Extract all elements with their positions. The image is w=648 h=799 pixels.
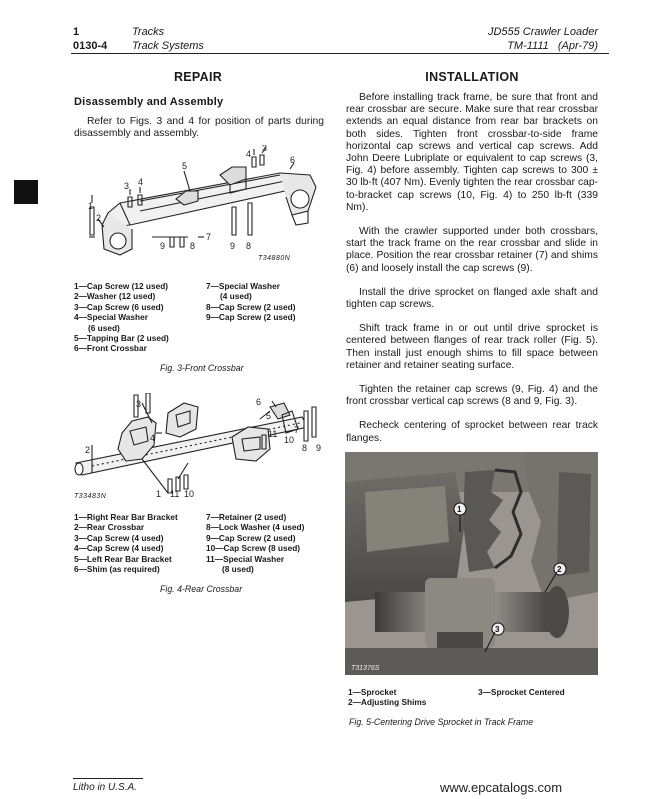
header-machine: JD555 Crawler Loader: [487, 26, 598, 38]
fig4-callout-9: 9: [316, 443, 322, 453]
fig4-legend-item: 11—Special Washer: [206, 553, 285, 564]
fig5-legend-item: 2—Adjusting Shims: [348, 697, 427, 708]
fig3-legend-item: (4 used): [220, 291, 252, 302]
fig3-legend-item: 5—Tapping Bar (2 used): [74, 333, 169, 344]
fig5-callout-3: 3: [495, 625, 500, 634]
fig3-caption: Fig. 3-Front Crossbar: [160, 363, 244, 373]
fig4-legend-item: 4—Cap Screw (4 used): [74, 543, 164, 554]
fig3-callout-6: 6: [290, 155, 296, 165]
installation-paragraph: Recheck centering of sprocket between rear track flanges.: [346, 420, 598, 444]
fig3-legend-item: 3—Cap Screw (6 used): [74, 301, 164, 312]
fig4-callout-5: 5: [266, 411, 272, 421]
fig4-legend-item: 7—Retainer (2 used): [206, 512, 287, 522]
fig3-callout-1: 1: [88, 201, 94, 211]
installation-paragraph: Install the drive sprocket on flanged axle shaft and tighten cap screws.: [346, 286, 598, 311]
fig5-sprocket-photo: [345, 452, 598, 675]
fig4-callout-1: 1: [156, 489, 162, 499]
fig3-callout-9b: 9: [230, 241, 236, 251]
installation-paragraph: With the crawler supported under both crossbars, start the track frame on the rear crossbar and slide in place. Position the rear crossbar retainer (7) and shims (6) and loosely install the cap screws (9).: [346, 226, 598, 274]
fig3-callout-5: 5: [182, 161, 188, 171]
fig4-legend-item: (8 used): [222, 564, 254, 575]
installation-paragraph: Before installing track frame, be sure that front and rear crossbar are secure. Make sure that rear crossbar extends an equal distance from rear bar brackets on both sides. Tighten front crossbar-to-side frame horizontal cap screws and vertical cap screws. Add John Deere Lubriplate or equivalent to cap screws (3, Fig. 4) before assembly. Tighten cap screws to 300 ± 30 lb-ft (407 Nm). Evenly tighten the rear crossbar cap-to-bracket cap screws (10, Fig. 4) to 250 lb-ft (339 Nm).: [346, 92, 598, 213]
installation-paragraph: Tighten the retainer cap screws (9, Fig. 4) and the front crossbar vertical cap screws (8 and 9, Fig. 3).: [346, 384, 598, 408]
fig4-legend-item: 6—Shim (as required): [74, 564, 160, 575]
repair-intro-text: Refer to Figs. 3 and 4 for position of parts during disassembly and assembly.: [74, 116, 324, 140]
fig4-legend-item: 3—Cap Screw (4 used): [74, 532, 164, 543]
fig5-photo-illustration: [345, 452, 598, 675]
fig3-legend-item: 7—Special Washer: [206, 281, 280, 291]
fig4-callout-10b: 10: [184, 489, 195, 499]
fig4-callout-11b: 11: [170, 489, 180, 499]
fig5-legend-item: 1—Sprocket: [348, 687, 397, 697]
header-manual: [507, 40, 598, 53]
header-manual-date: (Apr-79): [557, 40, 598, 52]
section-tab-marker: [14, 180, 38, 204]
fig4-legend-item: 1—Right Rear Bar Bracket: [74, 512, 178, 522]
fig4-caption: Fig. 4-Rear Crossbar: [160, 584, 243, 594]
fig3-legend-right: [206, 281, 295, 323]
fig5-caption: Fig. 5-Centering Drive Sprocket in Track Frame: [349, 717, 534, 727]
fig3-legend-item: 8—Cap Screw (2 used): [206, 301, 296, 312]
fig4-callout-3: 3: [136, 399, 142, 409]
fig3-front-crossbar-drawing: [80, 145, 320, 265]
fig4-callout-6: 6: [256, 397, 262, 407]
header-manual-number: TM-1111: [507, 40, 549, 52]
fig4-rear-crossbar-drawing: [72, 393, 328, 505]
header-page-id: 0130-4: [73, 40, 108, 52]
fig3-legend-item: (6 used): [88, 322, 120, 333]
fig3-code: T34880N: [258, 255, 291, 262]
footer-litho: Litho in U.S.A.: [73, 782, 137, 793]
fig4-legend-item: 5—Left Rear Bar Bracket: [74, 553, 172, 564]
fig4-callout-2: 2: [85, 445, 91, 455]
fig4-callout-4: 4: [150, 433, 156, 443]
fig4-legend-left: [74, 512, 178, 574]
repair-subtitle: Disassembly and Assembly: [74, 96, 224, 108]
fig4-code: T33483N: [74, 493, 107, 500]
footer-watermark: www.epcatalogs.com: [440, 780, 563, 795]
fig4-callout-7: 7: [294, 425, 300, 435]
fig3-callout-8b: 8: [246, 241, 252, 251]
fig3-callout-3b: 3: [262, 145, 268, 153]
fig5-code: T31376S: [351, 665, 380, 672]
fig3-legend-left: [74, 281, 169, 354]
fig3-legend-item: 6—Front Crossbar: [74, 343, 147, 354]
fig3-callout-9a: 9: [160, 241, 166, 251]
fig4-callout-8: 8: [302, 443, 308, 453]
fig3-legend-item: 2—Washer (12 used): [74, 291, 156, 302]
header-page-group: 1: [73, 26, 80, 38]
footer-rule: [73, 778, 143, 779]
installation-paragraph: Shift track frame in or out until drive sprocket is centered between flanges of rear track roller (Fig. 5). Then install just enough shims to fill space between retainer and retainer seating surface.: [346, 323, 598, 371]
fig4-legend-item: 10—Cap Screw (8 used): [206, 543, 301, 554]
header-section: Tracks: [132, 26, 165, 38]
installation-body: [346, 92, 598, 457]
header-rule: [71, 53, 609, 54]
fig5-callout-1: 1: [457, 505, 462, 514]
fig4-callout-11a: 11: [268, 429, 278, 439]
installation-title: INSTALLATION: [425, 70, 519, 84]
fig5-callout-2: 2: [557, 565, 562, 574]
fig5-legend-left: [348, 687, 426, 708]
fig3-legend-item: 1—Cap Screw (12 used): [74, 281, 169, 291]
fig3-legend-item: 4—Special Washer: [74, 312, 148, 323]
fig3-callout-3a: 3: [124, 181, 130, 191]
fig5-legend-right: [478, 687, 565, 697]
fig4-legend-item: 9—Cap Screw (2 used): [206, 532, 296, 543]
fig4-legend-item: 8—Lock Washer (4 used): [206, 522, 305, 533]
fig4-legend-item: 2—Rear Crossbar: [74, 522, 145, 533]
fig3-callout-8a: 8: [190, 241, 196, 251]
fig3-callout-4a: 4: [138, 177, 144, 187]
fig3-callout-2: 2: [96, 213, 102, 223]
fig3-callout-7: 7: [206, 232, 212, 242]
fig5-legend-item: 3—Sprocket Centered: [478, 687, 565, 697]
fig4-legend-right: [206, 512, 304, 574]
fig3-callout-4b: 4: [246, 149, 252, 159]
fig3-legend-item: 9—Cap Screw (2 used): [206, 312, 296, 323]
header-subsection: Track Systems: [132, 40, 204, 52]
repair-title: REPAIR: [173, 70, 223, 84]
fig4-callout-10a: 10: [284, 435, 295, 445]
